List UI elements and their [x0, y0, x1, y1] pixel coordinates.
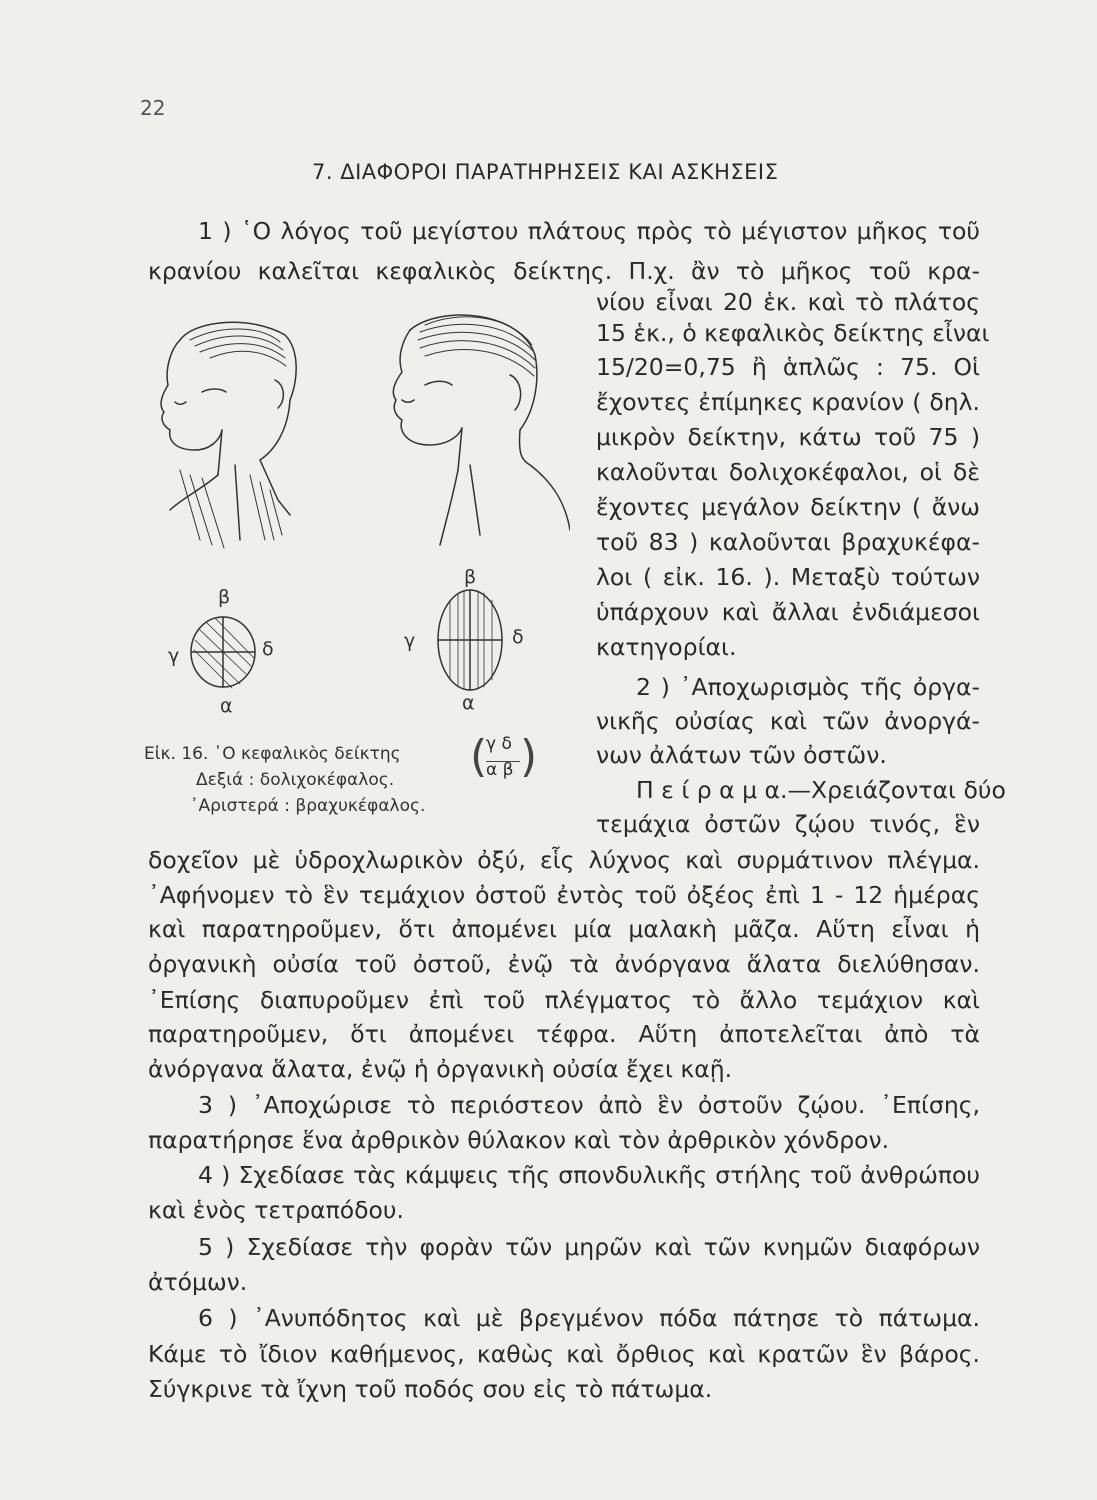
skull-label-gamma-left: γ [168, 645, 180, 667]
text-line: καὶ παρατηροῦμεν, ὅτι ἀπομένει μία μαλακὴ μᾶζα. Αὕτη εἶναι ἡ [148, 915, 980, 943]
text-line: ᾿Αφήνομεν τὸ ἓν τεμάχιον ὀστοῦ ἐντὸς τοῦ ὀξέος ἐπὶ 1 - 12 ἡμέρας [148, 881, 980, 909]
text-line: παρατηροῦμεν, ὅτι ἀπομένει τέφρα. Αὕτη ἀποτελεῖται ἀπὸ τὰ [148, 1020, 980, 1048]
text-line: Σύγκρινε τὰ ἴχνη τοῦ ποδός σου εἰς τὸ πάτωμα. [148, 1375, 713, 1403]
text-line: Κάμε τὸ ἴδιον καθήμενος, καθὼς καὶ ὄρθιος καὶ κρατῶν ἓν βάρος. [148, 1340, 980, 1368]
left-paren: ( [470, 731, 488, 782]
text-line: νίου εἶναι 20 ἑκ. καὶ τὸ πλάτος [596, 288, 980, 316]
brachycephalic-head-drawing [161, 322, 296, 540]
figure-caption-right: Δεξιά : δολιχοκέφαλος. [196, 770, 395, 790]
fraction-numerator: γ δ [486, 734, 512, 754]
skull-label-beta-left: β [218, 586, 231, 608]
left-hair-hatching [180, 329, 286, 548]
text-line: λοι ( εἰκ. 16. ). Μεταξὺ τούτων [596, 563, 980, 591]
text-line: 15/20=0,75 ἢ ἁπλῶς : 75. Οἱ [596, 353, 980, 381]
text-line: 15 ἑκ., ὁ κεφαλικὸς δείκτης εἶναι [596, 319, 990, 347]
text-line: κρανίου καλεῖται κεφαλικὸς δείκτης. Π.χ. ἂν τὸ μῆκος τοῦ κρα- [148, 257, 980, 285]
text-line: καὶ ἑνὸς τετραπόδου. [148, 1196, 404, 1224]
round-skull-diagram [191, 617, 255, 688]
text-line: κατηγορίαι. [596, 633, 737, 661]
text-line: νικῆς οὐσίας καὶ τῶν ἀνοργά- [596, 707, 980, 735]
text-line: τοῦ 83 ) καλοῦνται βραχυκέφα- [596, 528, 980, 556]
text-line: 4 ) Σχεδίασε τὰς κάμψεις τῆς σπονδυλικῆς στήλης τοῦ ἀνθρώπου [198, 1161, 980, 1189]
text-line: καλοῦνται δολιχοκέφαλοι, οἱ δὲ [596, 458, 980, 486]
text-line: 1 ) ῾Ο λόγος τοῦ μεγίστου πλάτους πρὸς τὸ μέγιστον μῆκος τοῦ [198, 217, 980, 245]
text-line: ἔχοντες ἐπίμηκες κρανίον ( δηλ. [596, 388, 980, 416]
text-line: ὀργανικὴ οὐσία τοῦ ὀστοῦ, ἐνῷ τὰ ἀνόργανα ἅλατα διελύθησαν. [148, 950, 980, 978]
text-line: δοχεῖον μὲ ὑδροχλωρικὸν ὀξύ, εἷς λύχνος καὶ συρμάτινον πλέγμα. [148, 846, 980, 874]
fraction-denominator: α β [486, 760, 514, 780]
head-illustration [140, 300, 570, 720]
text-line: νων ἀλάτων τῶν ὀστῶν. [596, 741, 887, 769]
text-line: ἀτόμων. [148, 1268, 248, 1296]
figure-caption-left: ᾿Αριστερά : βραχυκέφαλος. [190, 796, 426, 816]
skull-label-alpha-left: α [220, 695, 233, 717]
text-line: Π ε ί ρ α μ α.—Χρειάζονται δύο [636, 776, 1006, 804]
skull-label-gamma-right: γ [404, 630, 416, 652]
text-line: ὑπάρχουν καὶ ἄλλαι ἐνδιάμεσοι [596, 598, 980, 626]
text-line: ἔχοντες μεγάλον δείκτην ( ἄνω [596, 493, 980, 521]
text-line: 2 ) ᾿Αποχωρισμὸς τῆς ὀργα- [636, 673, 980, 701]
page-number: 22 [140, 96, 166, 120]
cephalic-index-fraction [468, 732, 538, 790]
dolichocephalic-head-drawing [393, 315, 570, 545]
section-title: 7. ΔΙΑΦΟΡΟΙ ΠΑΡΑΤΗΡΗΣΕΙΣ ΚΑΙ ΑΣΚΗΣΕΙΣ [312, 160, 779, 184]
skull-label-delta-left: δ [262, 638, 274, 660]
skull-label-beta-right: β [464, 566, 477, 588]
text-line: τεμάχια ὀστῶν ζῴου τινός, ἓν [596, 810, 980, 838]
right-hair-hatching [418, 317, 535, 376]
text-line: 6 ) ᾿Ανυπόδητος καὶ μὲ βρεγμένον πόδα πάτησε τὸ πάτωμα. [198, 1304, 980, 1332]
right-paren: ) [520, 731, 538, 782]
text-line: 3 ) ᾿Αποχώρισε τὸ περιόστεον ἀπὸ ἓν ὀστοῦν ζῴου. ᾿Επίσης, [198, 1091, 980, 1119]
skull-label-alpha-right: α [462, 692, 475, 714]
skull-label-delta-right: δ [512, 626, 524, 648]
text-line: παρατήρησε ἕνα ἀρθρικὸν θύλακον καὶ τὸν ἀρθρικὸν χόνδρον. [148, 1126, 890, 1154]
text-line: 5 ) Σχεδίασε τὴν φορὰν τῶν μηρῶν καὶ τῶν κνημῶν διαφόρων [198, 1233, 980, 1261]
figure-caption-title: Εἰκ. 16. ῾Ο κεφαλικὸς δείκτης [144, 744, 401, 764]
text-line: ᾿Επίσης διαπυροῦμεν ἐπὶ τοῦ πλέγματος τὸ ἄλλο τεμάχιον καὶ [148, 986, 980, 1014]
text-line: ἀνόργανα ἅλατα, ἐνῷ ἡ ὀργανικὴ οὐσία ἔχει καῇ. [148, 1055, 733, 1083]
oval-skull-diagram [438, 590, 502, 690]
text-line: μικρὸν δείκτην, κάτω τοῦ 75 ) [596, 423, 980, 451]
